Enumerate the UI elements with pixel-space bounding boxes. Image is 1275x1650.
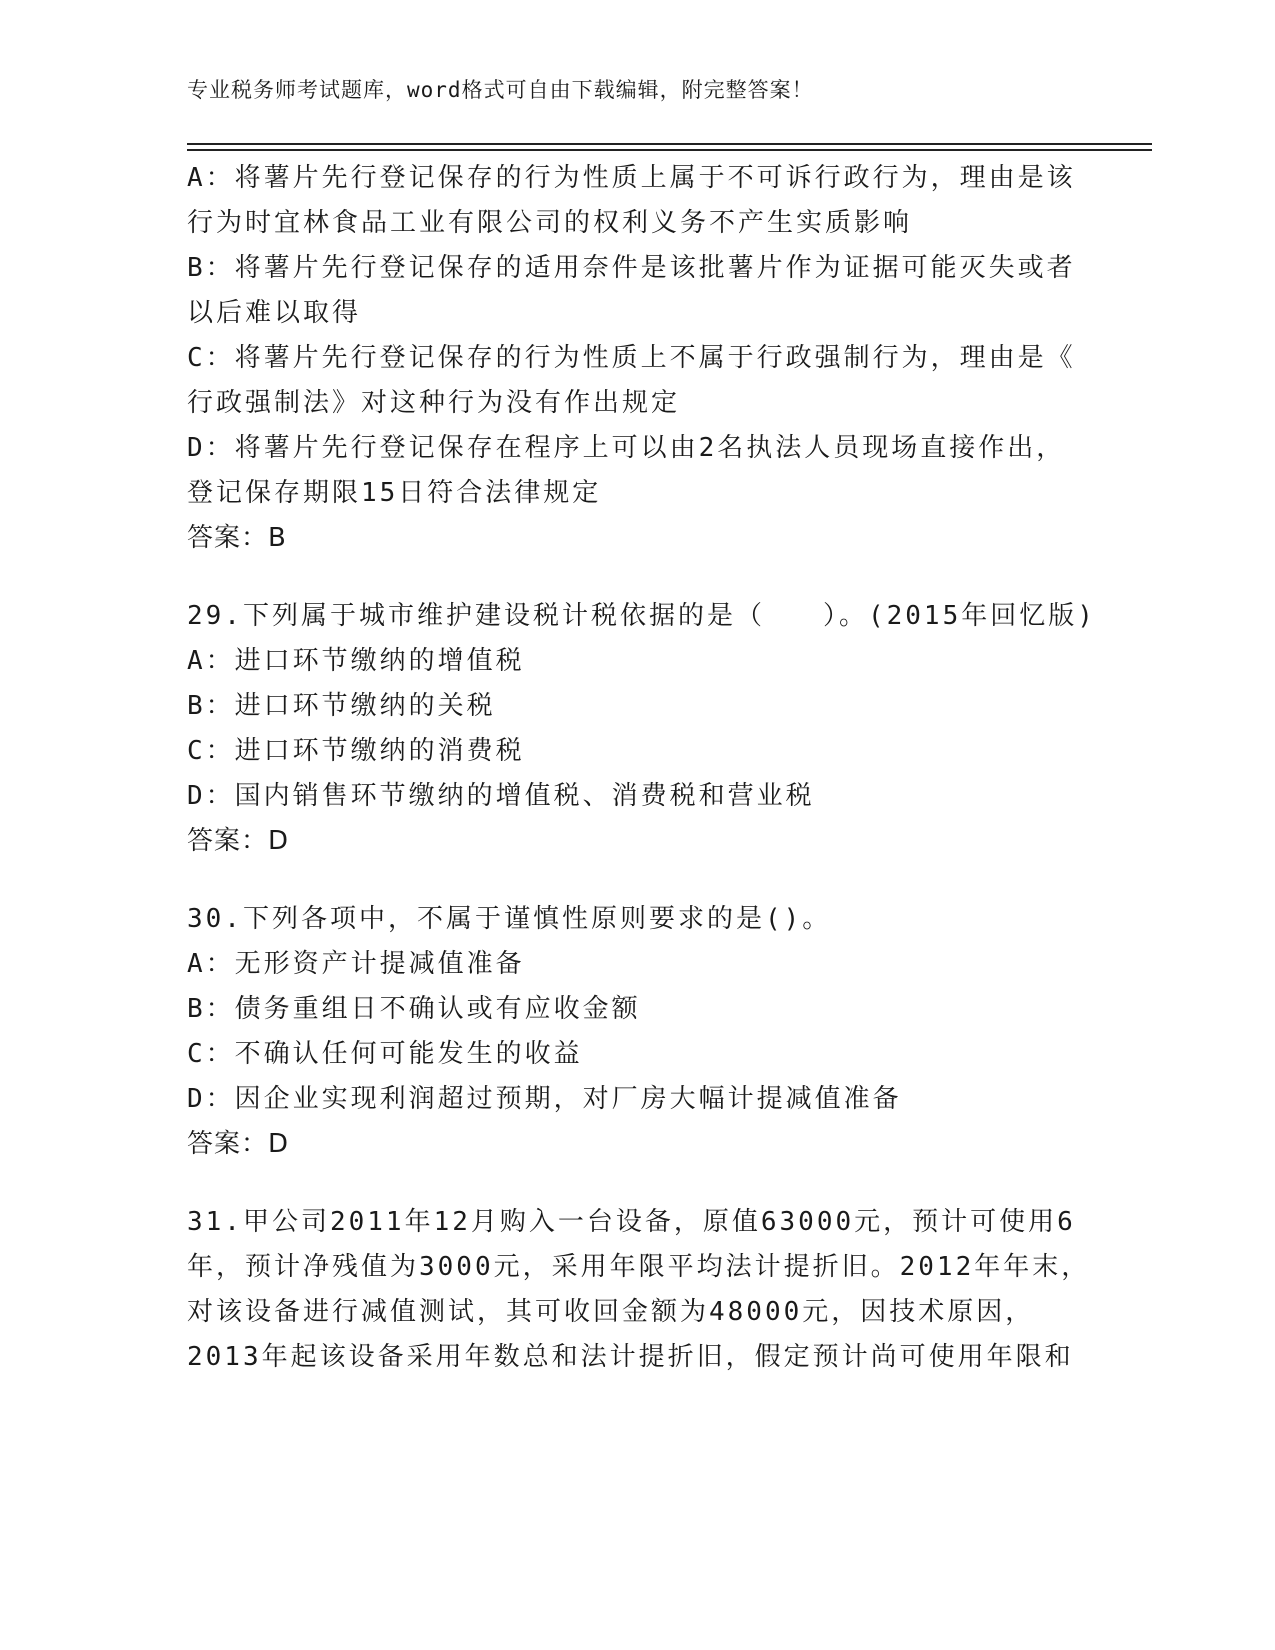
question-stem-line: 31.甲公司2011年12月购入一台设备，原值63000元，预计可使用6: [187, 1207, 1076, 1237]
question-29: [187, 594, 1096, 864]
option-line: B：将薯片先行登记保存的适用奈件是该批薯片作为证据可能灭失或者: [187, 253, 1076, 283]
answer-line: 答案：B: [187, 523, 287, 553]
option-line: 行政强制法》对这种行为没有作出规定: [187, 388, 681, 418]
header-rule-bottom: [187, 149, 1152, 151]
answer-line: 答案：D: [187, 826, 290, 856]
document-body: [187, 156, 1096, 1380]
header-rule-top: [187, 143, 1152, 145]
question-stem-line: 对该设备进行减值测试，其可收回金额为48000元，因技术原因，: [187, 1297, 1035, 1327]
option-a: A：无形资产计提减值准备: [187, 949, 525, 979]
question-stem: 30.下列各项中，不属于谨慎性原则要求的是()。: [187, 904, 832, 934]
question-31: [187, 1200, 1091, 1380]
question-stem: 29.下列属于城市维护建设税计税依据的是（ ）。(2015年回忆版): [187, 601, 1096, 631]
answer-line: 答案：D: [187, 1129, 290, 1159]
option-line: A：将薯片先行登记保存的行为性质上属于不可诉行政行为，理由是该: [187, 163, 1076, 193]
question-stem-line: 2013年起该设备采用年数总和法计提折旧，假定预计尚可使用年限和: [187, 1342, 1074, 1372]
option-line: 以后难以取得: [187, 298, 362, 328]
option-d: D：因企业实现利润超过预期，对厂房大幅计提减值准备: [187, 1084, 902, 1114]
option-d: D：国内销售环节缴纳的增值税、消费税和营业税: [187, 781, 815, 811]
option-line: D：将薯片先行登记保存在程序上可以由2名执法人员现场直接作出，: [187, 433, 1066, 463]
option-b: B：进口环节缴纳的关税: [187, 691, 496, 721]
page-header: 专业税务师考试题库，word格式可自由下载编辑，附完整答案！: [187, 78, 814, 102]
option-line: C：将薯片先行登记保存的行为性质上不属于行政强制行为，理由是《: [187, 343, 1076, 373]
question-30: [187, 897, 1067, 1167]
option-line: 登记保存期限15日符合法律规定: [187, 478, 602, 508]
option-line: 行为时宜林食品工业有限公司的权利义务不产生实质影响: [187, 208, 913, 238]
question-28-options: [187, 156, 1076, 561]
option-a: A：进口环节缴纳的增值税: [187, 646, 525, 676]
option-b: B：债务重组日不确认或有应收金额: [187, 994, 641, 1024]
option-c: C：进口环节缴纳的消费税: [187, 736, 525, 766]
option-c: C：不确认任何可能发生的收益: [187, 1039, 583, 1069]
question-stem-line: 年，预计净残值为3000元，采用年限平均法计提折旧。2012年年末，: [187, 1252, 1091, 1282]
